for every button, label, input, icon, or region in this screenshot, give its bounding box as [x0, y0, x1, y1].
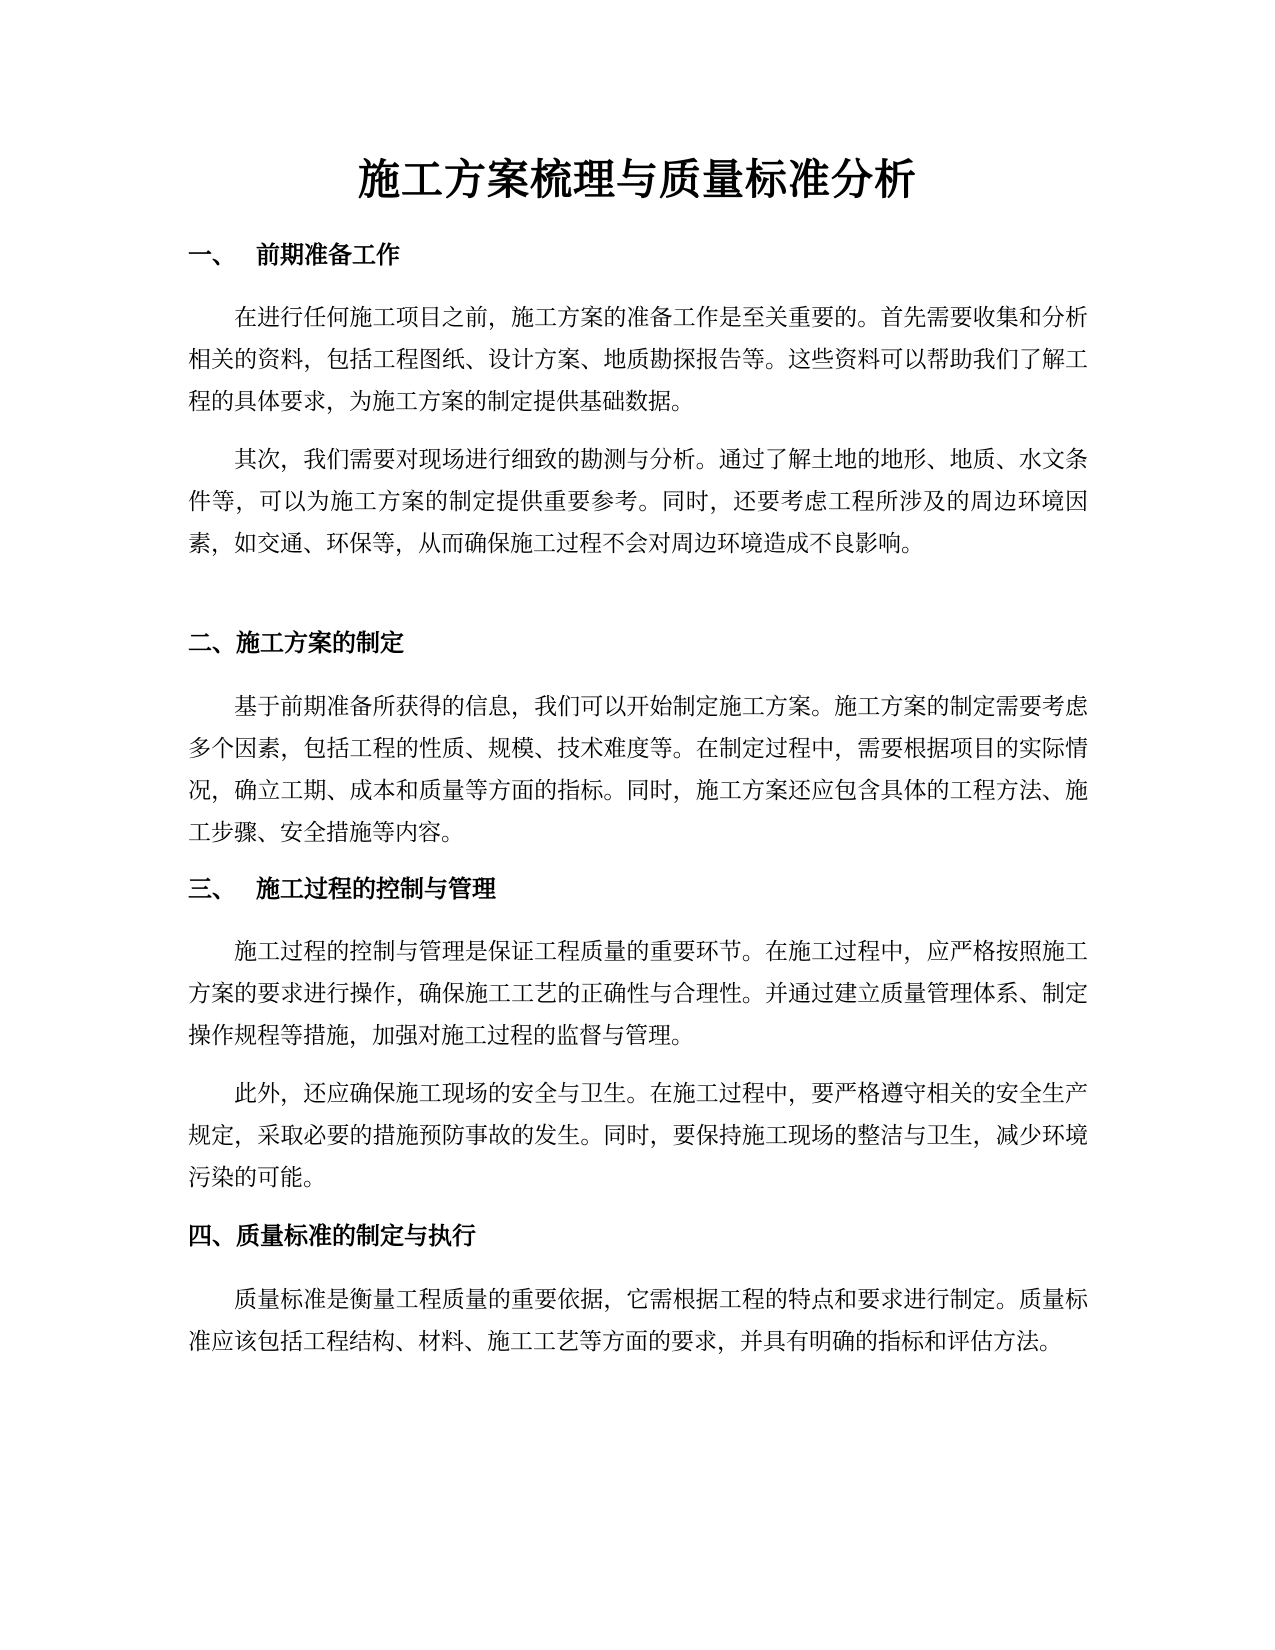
- paragraph-4-1: 质量标准是衡量工程质量的重要依据，它需根据工程的特点和要求进行制定。质量标准应该包括工程结构、材料、施工工艺等方面的要求，并具有明确的指标和评估方法。: [188, 1287, 1088, 1355]
- section-title-2: 施工方案的制定: [236, 629, 404, 657]
- section-heading-3: [188, 872, 1088, 906]
- section-heading-1: [188, 238, 1088, 272]
- section-number-1: 一、: [188, 241, 236, 269]
- section-title-3: 施工过程的控制与管理: [256, 875, 496, 903]
- section-number-3: 三、: [188, 875, 236, 903]
- section-number-4: 四、: [188, 1222, 236, 1250]
- paragraph-1-1: 在进行任何施工项目之前，施工方案的准备工作是至关重要的。首先需要收集和分析相关的资料，包括工程图纸、设计方案、地质勘探报告等。这些资料可以帮助我们了解工程的具体要求，为施工方案的制定提供基础数据。: [188, 305, 1088, 415]
- page-title: 施工方案梳理与质量标准分析: [357, 155, 917, 204]
- section-title-1: 前期准备工作: [256, 241, 400, 269]
- paragraph-1-2: 其次，我们需要对现场进行细致的勘测与分析。通过了解土地的地形、地质、水文条件等，可以为施工方案的制定提供重要参考。同时，还要考虑工程所涉及的周边环境因素，如交通、环保等，从而确保施工过程不会对周边环境造成不良影响。: [188, 447, 1088, 557]
- section-heading-4: [188, 1219, 1088, 1253]
- paragraph-3-1: 施工过程的控制与管理是保证工程质量的重要环节。在施工过程中，应严格按照施工方案的要求进行操作，确保施工工艺的正确性与合理性。并通过建立质量管理体系、制定操作规程等措施，加强对施工过程的监督与管理。: [188, 939, 1088, 1049]
- section-heading-2: [188, 626, 1088, 660]
- section-number-2: 二、: [188, 629, 236, 657]
- section-title-4: 质量标准的制定与执行: [236, 1222, 476, 1250]
- paragraph-3-2: 此外，还应确保施工现场的安全与卫生。在施工过程中，要严格遵守相关的安全生产规定，采取必要的措施预防事故的发生。同时，要保持施工现场的整洁与卫生，减少环境污染的可能。: [188, 1081, 1088, 1191]
- paragraph-2-1: 基于前期准备所获得的信息，我们可以开始制定施工方案。施工方案的制定需要考虑多个因素，包括工程的性质、规模、技术难度等。在制定过程中，需要根据项目的实际情况，确立工期、成本和质量等方面的指标。同时，施工方案还应包含具体的工程方法、施工步骤、安全措施等内容。: [188, 694, 1088, 846]
